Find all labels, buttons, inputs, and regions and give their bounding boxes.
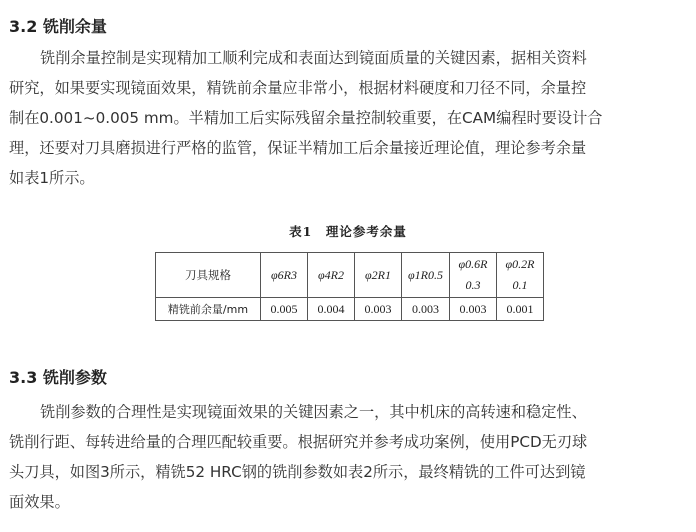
paragraph-line: 制在0.001~0.005 mm。半精加工后实际残留余量控制较重要，在CAM编程时要设计合 bbox=[9, 109, 603, 127]
header-label-cell: 刀具规格 bbox=[156, 253, 261, 298]
paragraph-line: 面效果。 bbox=[9, 493, 70, 511]
allowance-table bbox=[155, 252, 544, 321]
table-header-row bbox=[156, 253, 544, 298]
value-cell: 0.003 bbox=[355, 298, 402, 321]
value-cell: 0.004 bbox=[308, 298, 355, 321]
value-cell: 0.003 bbox=[450, 298, 497, 321]
section-3-3-paragraph bbox=[9, 397, 689, 517]
value-cell: 0.005 bbox=[261, 298, 308, 321]
tool-spec-cell: φ1R0.5 bbox=[402, 253, 450, 298]
tool-spec-cell: φ4R2 bbox=[308, 253, 355, 298]
paragraph-line: 如表1所示。 bbox=[9, 169, 95, 187]
paragraph-line: 研究，如果要实现镜面效果，精铣前余量应非常小，根据材料硬度和刀径不同，余量控 bbox=[9, 79, 587, 97]
value-cell: 0.003 bbox=[402, 298, 450, 321]
value-cell: 0.001 bbox=[497, 298, 544, 321]
section-heading-3-2: 3.2 铣削余量 bbox=[9, 17, 107, 36]
paragraph-line: 铣削参数的合理性是实现镜面效果的关键因素之一，其中机床的高转速和稳定性、 bbox=[40, 403, 587, 421]
row-label-cell: 精铣前余量/mm bbox=[156, 298, 261, 321]
tool-spec-cell: φ0.6R 0.3 bbox=[450, 253, 497, 298]
section-heading-3-3: 3.3 铣削参数 bbox=[9, 368, 107, 387]
tool-spec-cell: φ0.2R 0.1 bbox=[497, 253, 544, 298]
table-caption: 表1 理论参考余量 bbox=[289, 224, 407, 239]
paragraph-line: 理，还要对刀具磨损进行严格的监管，保证半精加工后余量接近理论值，理论参考余量 bbox=[9, 139, 587, 157]
paragraph-line: 头刀具，如图3所示，精铣52 HRC钢的铣削参数如表2所示，最终精铣的工件可达到镜 bbox=[9, 463, 586, 481]
tool-spec-cell: φ2R1 bbox=[355, 253, 402, 298]
table-data-row bbox=[156, 298, 544, 321]
tool-spec-cell: φ6R3 bbox=[261, 253, 308, 298]
paragraph-line: 铣削行距、每转进给量的合理匹配较重要。根据研究并参考成功案例，使用PCD无刃球 bbox=[9, 433, 588, 451]
paragraph-line: 铣削余量控制是实现精加工顺利完成和表面达到镜面质量的关键因素，据相关资料 bbox=[40, 49, 587, 67]
section-3-2-paragraph bbox=[9, 43, 689, 193]
